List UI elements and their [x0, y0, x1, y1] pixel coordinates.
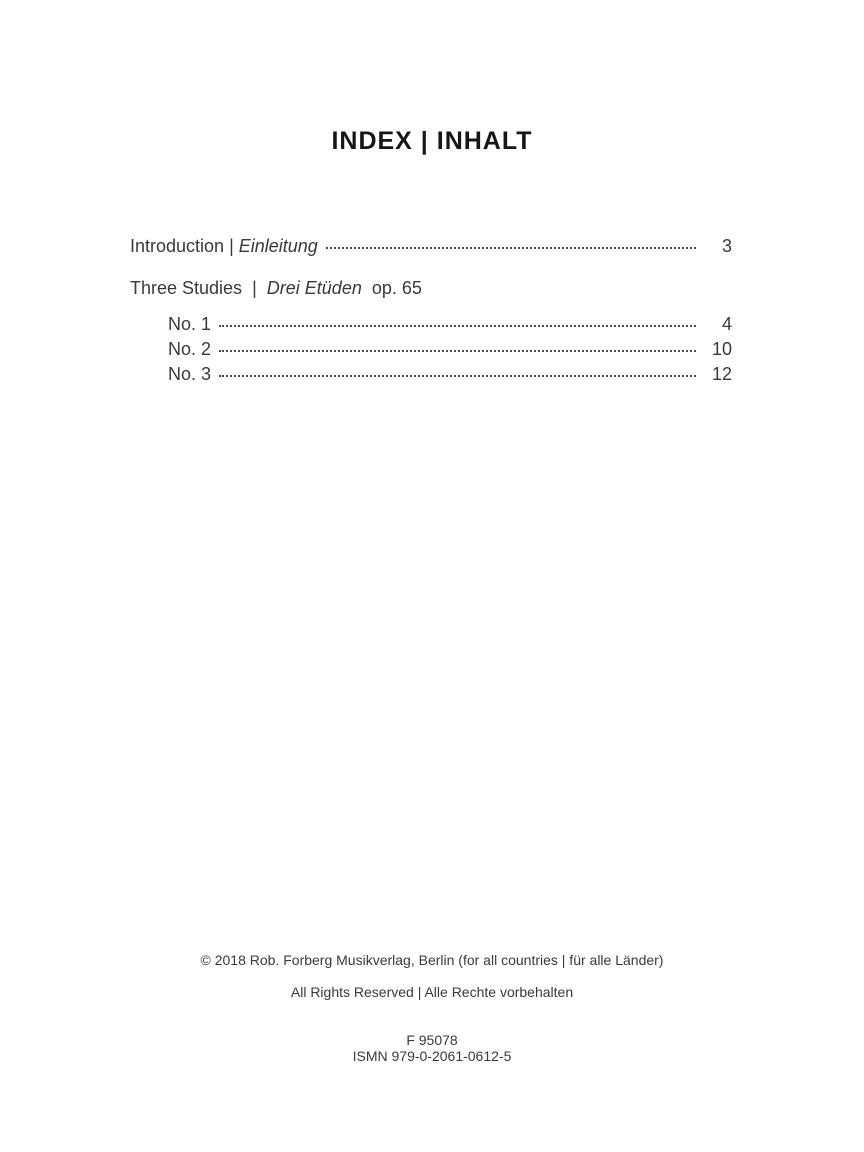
page-number: 10 [711, 339, 732, 359]
ismn-number: ISMN 979-0-2061-0612-5 [352, 1048, 512, 1064]
toc-label-de: Einleitung [238, 236, 318, 256]
section-label-de: Drei Etüden [266, 278, 362, 298]
copyright-line: © 2018 Rob. Forberg Musikverlag, Berlin (for all countries | für alle Länder) [200, 952, 664, 968]
page-number: 12 [711, 364, 732, 384]
toc-item-label: No. 3 [168, 364, 212, 384]
dot-leader [326, 247, 696, 249]
page-number: 4 [721, 314, 732, 334]
rights-reserved-line: All Rights Reserved | Alle Rechte vorbehalten [290, 984, 574, 1000]
page-title: INDEX | INHALT [331, 127, 533, 155]
separator-bar: | [252, 278, 257, 298]
section-label-en: Three Studies [130, 278, 243, 298]
toc-item-label: No. 1 [168, 314, 212, 334]
toc-entry-introduction [130, 235, 732, 257]
toc-section-heading [130, 277, 732, 299]
toc-entry-no1 [130, 312, 732, 337]
plate-number: F 95078 [406, 1032, 458, 1048]
toc-sub-entries [130, 312, 732, 387]
section-opus: op. 65 [371, 278, 422, 298]
separator-bar: | [229, 236, 234, 256]
table-of-contents [130, 235, 732, 387]
toc-entry-no2 [130, 337, 732, 362]
toc-label-en: Introduction [130, 236, 225, 256]
page-number: 3 [721, 236, 732, 256]
dot-leader [219, 375, 696, 377]
toc-item-label: No. 2 [168, 339, 212, 359]
dot-leader [219, 350, 696, 352]
toc-entry-no3 [130, 362, 732, 387]
dot-leader [219, 325, 696, 327]
